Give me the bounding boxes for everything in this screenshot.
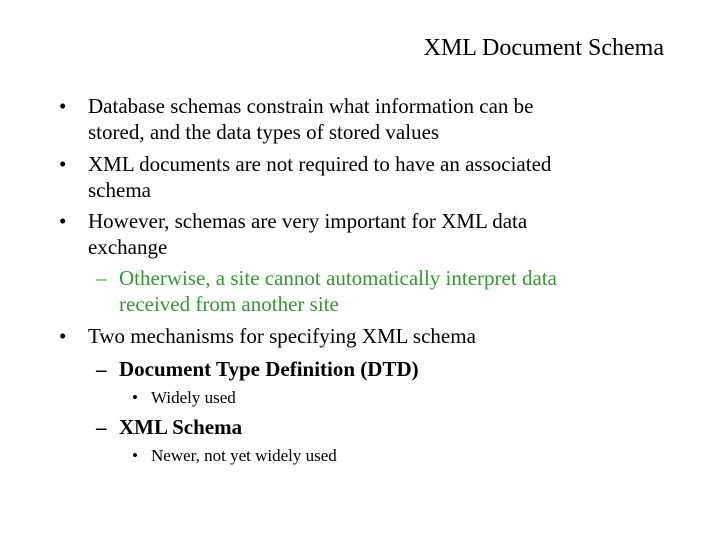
bullet-text-line: stored, and the data types of stored values <box>88 120 440 144</box>
slide-title: XML Document Schema <box>423 35 664 61</box>
bullet-item <box>59 209 528 233</box>
detail-bullet-text: Newer, not yet widely used <box>151 446 337 465</box>
bullet-text-line: Database schemas constrain what information can be <box>88 94 534 118</box>
sub-bullet-marker: – <box>96 266 107 290</box>
sub-bullet-continuation <box>119 292 339 316</box>
sub-bullet-item <box>96 266 557 290</box>
detail-bullet-item <box>132 388 236 408</box>
sub-bullet-marker: – <box>96 415 107 439</box>
bullet-continuation <box>88 120 439 144</box>
bullet-marker: • <box>59 94 67 118</box>
bullet-text-line: schema <box>88 178 151 202</box>
bullet-marker: • <box>59 209 67 233</box>
bullet-marker: • <box>59 152 67 176</box>
sub-bullet-text-line: received from another site <box>119 292 339 316</box>
sub-bullet-text-line: XML Schema <box>119 415 243 439</box>
detail-bullet-marker: • <box>132 388 138 407</box>
bullet-item <box>59 152 552 176</box>
bullet-item <box>59 94 534 118</box>
sub-bullet-text-line: Otherwise, a site cannot automatically interpret data <box>119 266 557 290</box>
sub-bullet-text-line: Document Type Definition (DTD) <box>119 357 419 381</box>
bullet-text-line: Two mechanisms for specifying XML schema <box>88 324 476 348</box>
bullet-text-line: exchange <box>88 235 168 259</box>
bullet-item <box>59 324 476 348</box>
detail-bullet-text: Widely used <box>151 388 236 407</box>
bullet-marker: • <box>59 324 67 348</box>
detail-bullet-marker: • <box>132 446 138 465</box>
bullet-continuation <box>88 235 167 259</box>
sub-bullet-item <box>96 415 243 439</box>
detail-bullet-item <box>132 446 337 466</box>
bullet-text-line: XML documents are not required to have an associated <box>88 152 552 176</box>
sub-bullet-marker: – <box>96 357 107 381</box>
bullet-text-line: However, schemas are very important for XML data <box>88 209 528 233</box>
sub-bullet-item <box>96 357 419 381</box>
bullet-continuation <box>88 178 151 202</box>
